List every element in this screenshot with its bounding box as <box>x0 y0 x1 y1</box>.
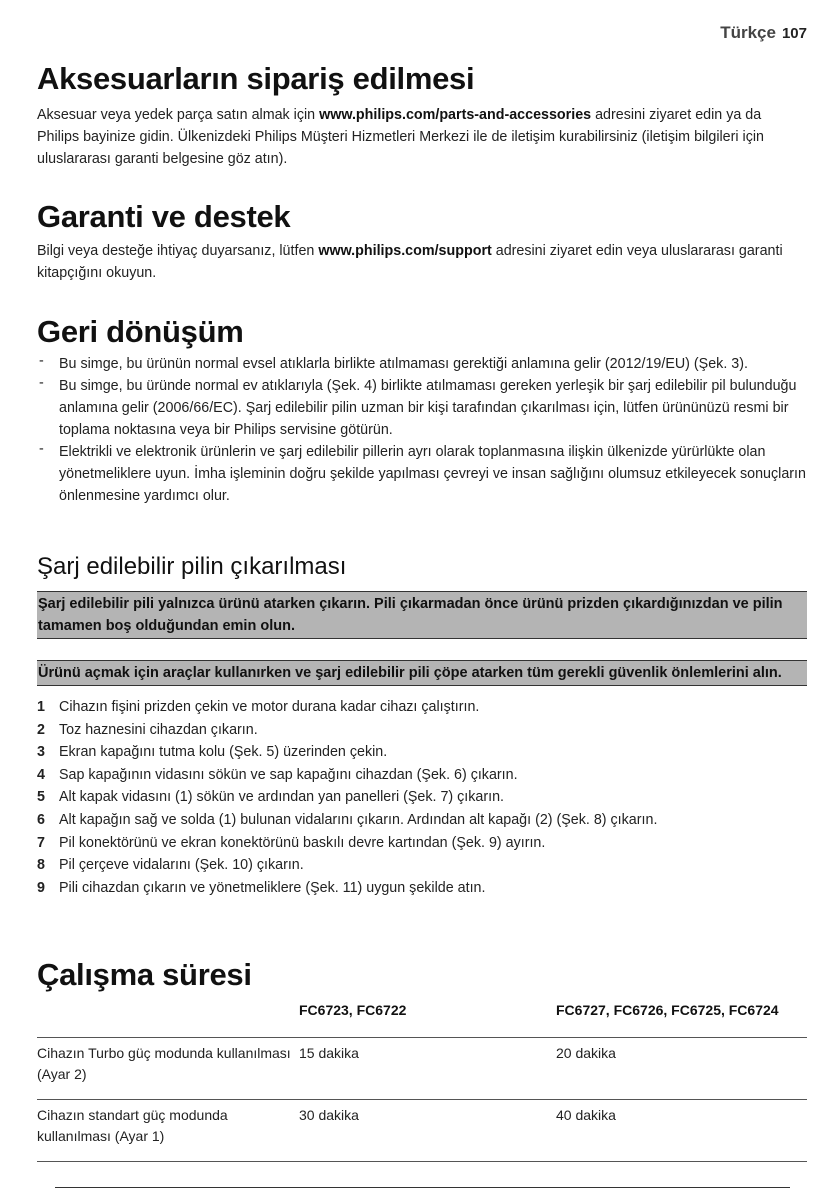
section-warranty <box>37 198 807 284</box>
step-text: Cihazın fişini prizden çekin ve motor durana kadar cihazı çalıştırın. <box>59 699 480 715</box>
step-number: 4 <box>37 766 45 783</box>
warning-box: Şarj edilebilir pili yalnızca ürünü atarken çıkarın. Pili çıkarmadan önce ürünü prizden çıkardığınızdan ve pilin tamamen boş olduğundan emin olun. <box>37 591 807 639</box>
page-number: 107 <box>781 25 807 42</box>
language-label: Türkçe <box>720 23 776 42</box>
list-item: - Elektrikli ve elektronik ürünlerin ve şarj edilebilir pillerin ayrı olarak toplanmasına ilişkin ülkenizde yürürlükte olan yönetmeliklere uyun. İmha işleminin doğru şekilde yapılması çevreyi ve insan sağlığını olumsuz etkileyecek sonuçların önlenmesine yardımcı olur. <box>37 441 807 507</box>
step-number: 7 <box>37 834 45 851</box>
header-cell: FC6727, FC6726, FC6725, FC6724 <box>556 1002 779 1018</box>
text: adresini ziyaret edin ya da Philips bayinize gidin. Ülkenizdeki Philips Müşteri Hizmetleri Merkezi ile de iletişim kurabilirsiniz (iletişim bilgileri için uluslararası garanti belgesine göz atın). <box>37 107 764 167</box>
footer-divider <box>55 1187 790 1188</box>
step-text: Pil çerçeve vidalarını (Şek. 10) çıkarın. <box>59 857 304 874</box>
step-text: Alt kapak vidasını (1) sökün ve ardından yan panelleri (Şek. 7) çıkarın. <box>59 789 505 806</box>
step <box>37 741 807 764</box>
list-item: - Bu simge, bu ürünün normal evsel atıklarla birlikte atılmaması gerektiği anlamına gelir (2012/19/EU) (Şek. 3). <box>37 353 807 375</box>
step <box>37 854 807 877</box>
step-text: Toz haznesini cihazdan çıkarın. <box>59 721 258 738</box>
step <box>37 832 807 855</box>
paragraph <box>37 104 807 170</box>
step-text: Pil konektörünü ve ekran konektörünü baskılı devre kartından (Şek. 9) ayırın. <box>59 834 546 851</box>
accessories-link[interactable]: www.philips.com/parts-and-accessories <box>319 107 592 123</box>
step <box>37 809 807 832</box>
table-row <box>37 1038 807 1100</box>
support-link[interactable]: www.philips.com/support <box>318 243 492 259</box>
step-text: Ekran kapağını tutma kolu (Şek. 5) üzerinden çekin. <box>59 744 388 761</box>
text: Bilgi veya desteğe ihtiyaç duyarsanız, lütfen <box>37 243 319 259</box>
step <box>37 786 807 809</box>
table-cell: Cihazın Turbo güç modunda kullanılması (Ayar 2) <box>37 1038 299 1100</box>
table-cell: 30 dakika <box>299 1100 556 1162</box>
step <box>37 719 807 742</box>
step-number: 6 <box>37 811 45 828</box>
step <box>37 696 807 719</box>
list-item: - Bu simge, bu üründe normal ev atıklarıyla (Şek. 4) birlikte atılmaması gereken yerleşik bir şarj edilebilir pil bulunduğu anlamına gelir (2006/66/EC). Şarj edilebilir pilin uzman bir kişi tarafından çıkarılması için, lütfen ürününüzü resmi bir toplama noktasına veya bir Philips servisine götürün. <box>37 375 807 441</box>
section-recycling <box>37 313 807 507</box>
text: adresini ziyaret edin veya uluslararası garanti kitapçığını okuyun. <box>37 243 783 281</box>
paragraph <box>37 240 807 284</box>
step-number: 8 <box>37 857 45 874</box>
step <box>37 764 807 787</box>
section-title: Çalışma süresi <box>37 957 252 992</box>
table-cell: Cihazın standart güç modunda kullanılması (Ayar 1) <box>37 1100 299 1162</box>
section-accessories <box>37 60 807 170</box>
steps-list <box>37 696 807 899</box>
header-cell: FC6723, FC6722 <box>299 1002 407 1018</box>
step-text: Pili cihazdan çıkarın ve yönetmeliklere (Şek. 11) uygun şekilde atın. <box>59 879 486 896</box>
section-battery-removal <box>37 552 807 899</box>
warning-box: Ürünü açmak için araçlar kullanırken ve şarj edilebilir pili çöpe atarken tüm gerekli güvenlik önlemlerini alın. <box>37 660 807 686</box>
page-header <box>720 22 807 45</box>
operating-time-table <box>37 1000 807 1162</box>
section-title: Aksesuarların sipariş edilmesi <box>37 61 475 96</box>
section-operating-time <box>37 956 807 1162</box>
table-row <box>37 1100 807 1162</box>
step-number: 2 <box>37 721 45 738</box>
step-number: 1 <box>37 699 45 715</box>
step-number: 5 <box>37 789 45 806</box>
step-number: 9 <box>37 879 45 896</box>
table-cell: 20 dakika <box>556 1038 807 1100</box>
step <box>37 877 807 900</box>
section-title: Geri dönüşüm <box>37 314 244 349</box>
table-cell: 40 dakika <box>556 1100 807 1162</box>
recycling-list <box>37 353 807 507</box>
section-title: Şarj edilebilir pilin çıkarılması <box>37 553 347 580</box>
text: Aksesuar veya yedek parça satın almak için <box>37 107 320 123</box>
step-text: Sap kapağının vidasını sökün ve sap kapağını cihazdan (Şek. 6) çıkarın. <box>59 766 518 783</box>
header-cell <box>37 1000 299 1038</box>
step-number: 3 <box>37 744 45 761</box>
section-title: Garanti ve destek <box>37 199 291 234</box>
table-header-row <box>37 1000 807 1038</box>
table-cell: 15 dakika <box>299 1038 556 1100</box>
step-text: Alt kapağın sağ ve solda (1) bulunan vidalarını çıkarın. Ardından alt kapağı (2) (Şek. 8) çıkarın. <box>59 811 658 828</box>
